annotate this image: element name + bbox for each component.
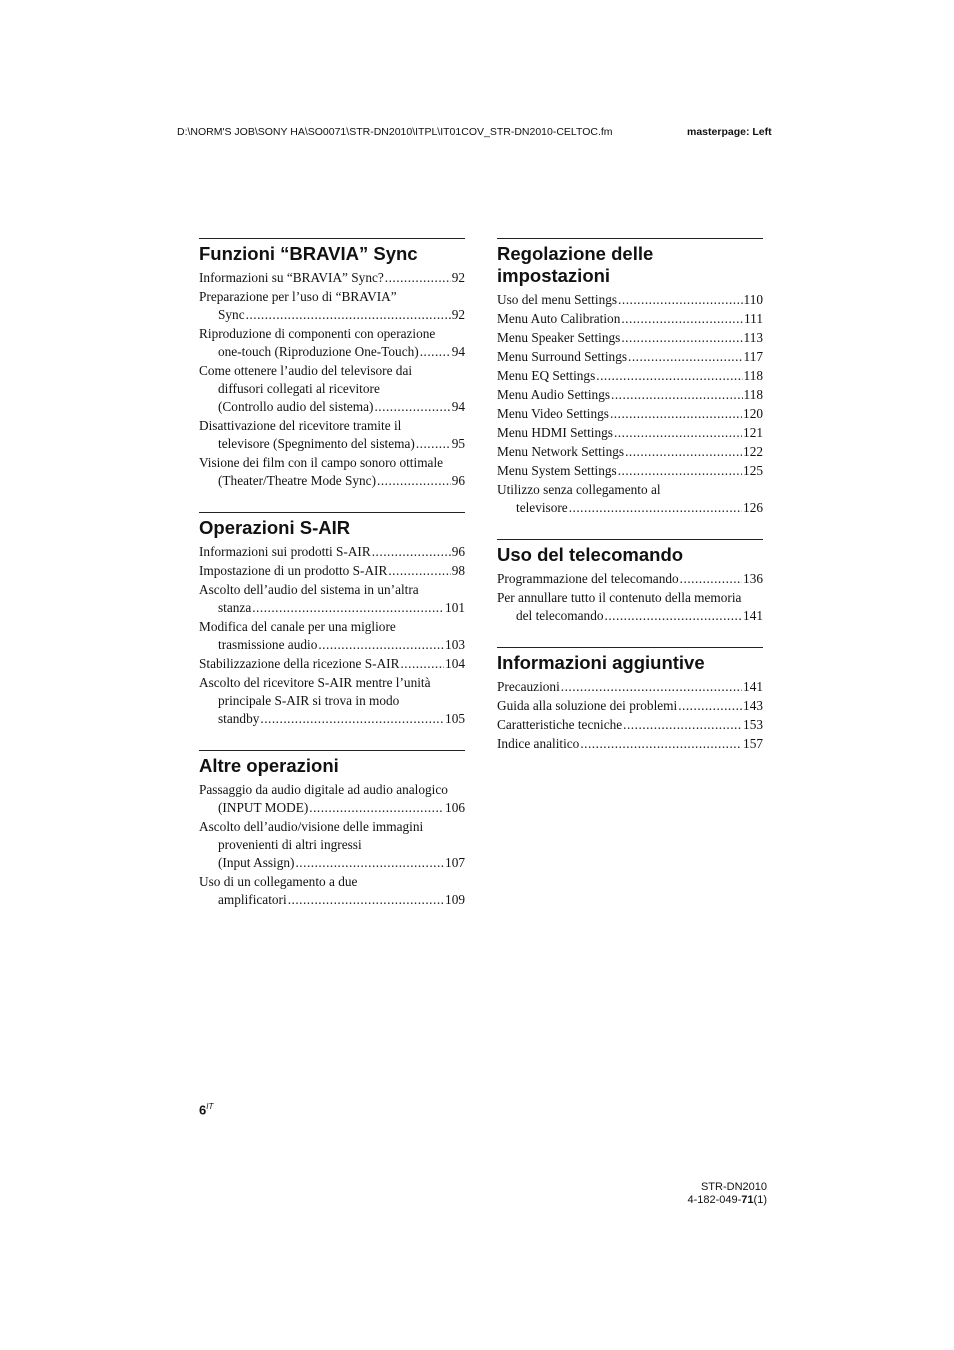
dot-leader [318,636,444,654]
toc-page-number: 107 [445,855,465,870]
toc-entry-text: Disattivazione del ricevitore tramite il [199,418,402,433]
toc-entry-last-line [497,716,763,734]
toc-entry-last-line [497,348,763,366]
toc-entry[interactable] [199,581,465,617]
toc-entry-last-line [199,891,465,909]
toc-page-number: 111 [744,311,763,326]
toc-entry[interactable] [497,481,763,517]
dot-leader [618,462,742,480]
toc-entry-text: Impostazione di un prodotto S-AIR [199,563,388,578]
dot-leader [580,735,742,753]
toc-entry-text: provenienti di altri ingressi [218,837,362,852]
toc-entry-last-line [199,343,465,361]
toc-entry-text: Menu System Settings [497,463,617,478]
toc-entry-last-line [497,607,763,625]
toc-page-number: 141 [743,679,763,694]
toc-entry-text: Menu HDMI Settings [497,425,613,440]
toc-page-number: 143 [743,698,763,713]
dot-leader [416,435,451,453]
page-number: $6^{IT}$ [199,1102,214,1118]
toc-entry[interactable] [497,424,763,442]
dot-leader [252,599,444,617]
toc-entry[interactable] [497,310,763,328]
toc-page-number: 113 [743,330,763,345]
toc-page-number: 105 [445,711,465,726]
toc-entry-text: Ascolto dell’audio/visione delle immagini [199,819,424,834]
toc-page-number: 92 [451,307,465,322]
toc-entry-text: trasmissione audio [218,637,318,652]
toc-entry[interactable] [199,454,465,490]
toc-page-number: 125 [743,463,763,478]
toc-entry-text: Indice analitico [497,736,580,751]
toc-entry[interactable] [497,697,763,715]
toc-page-number: 104 [445,656,465,671]
dot-leader [569,499,742,517]
toc-page-number: 153 [743,717,763,732]
toc-section [497,238,763,517]
toc-entry-text: Preparazione per l’uso di “BRAVIA” [199,289,397,304]
toc-entry-text: diffusori collegati al ricevitore [218,381,380,396]
toc-entry-last-line [497,678,763,696]
dot-leader [623,716,742,734]
toc-entry-last-line [199,435,465,453]
toc-entry-text: principale S-AIR si trova in modo [218,693,400,708]
toc-entry[interactable] [497,589,763,625]
toc-entry-last-line [497,499,763,517]
toc-entry-text: Uso del menu Settings [497,292,618,307]
toc-entry-last-line [497,291,763,309]
toc-entry-last-line [497,405,763,423]
toc-page-number: 121 [743,425,763,440]
dot-leader [260,710,444,728]
toc-entry-text: Visione dei film con il campo sonoro ottimale [199,455,444,470]
toc-entry-last-line [497,697,763,715]
section-title: Operazioni S-AIR [199,517,351,538]
toc-entry-last-line [199,655,465,673]
toc-entry[interactable] [497,443,763,461]
dot-leader [628,348,743,366]
toc-entry-text: Riproduzione di componenti con operazione [199,326,436,341]
toc-page-number: 120 [743,406,763,421]
header-file-path: D:\NORM'S JOB\SONY HA\SO0071\STR-DN2010\ITPL\IT01COV_STR-DN2010-CELTOC.fm [177,126,613,138]
toc-entry-text: (INPUT MODE) [218,800,309,815]
dot-leader [678,697,742,715]
toc-entry[interactable] [199,288,465,324]
toc-entry[interactable] [199,269,465,287]
dot-leader [377,472,451,490]
toc-entry[interactable] [199,655,465,673]
dot-leader [374,398,450,416]
toc-page-number: 118 [743,368,763,383]
section-title: Altre operazioni [199,755,339,776]
dot-leader [618,291,743,309]
toc-page-number: 98 [451,563,465,578]
toc-entry-last-line [497,386,763,404]
section-title: Funzioni “BRAVIA” Sync [199,243,418,264]
toc-page-number: 141 [743,608,763,623]
toc-entry-text: Informazioni sui prodotti S-AIR [199,544,371,559]
toc-page-number: 122 [743,444,763,459]
toc-page-number: 101 [445,600,465,615]
footer-model: STR-DN2010 [700,1181,767,1193]
dot-leader [288,891,444,909]
toc-page-number: 117 [743,349,763,364]
toc-entry-text: Modifica del canale per una migliore [199,619,396,634]
toc-entry-last-line [199,599,465,617]
toc-entry[interactable] [497,386,763,404]
toc-entry[interactable] [199,417,465,453]
toc-entry[interactable] [199,543,465,561]
toc-page-number: 126 [743,500,763,515]
toc-section [199,512,465,728]
section-title: Uso del telecomando [497,544,684,565]
toc-entry-text: amplificatori [218,892,287,907]
toc-page-number: 103 [445,637,465,652]
toc-entry-text: Menu Video Settings [497,406,609,421]
toc-entry[interactable] [497,462,763,480]
toc-entry-text: Menu Network Settings [497,444,625,459]
dot-leader [388,562,450,580]
toc-entry[interactable] [497,291,763,309]
toc-section [199,750,465,909]
toc-page-number: 92 [451,270,465,285]
dot-leader [596,367,742,385]
toc-entry-last-line [199,306,465,324]
toc-entry[interactable] [199,873,465,909]
toc-entry-last-line [199,854,465,872]
dot-leader [680,570,742,588]
toc-column-right [497,238,763,775]
toc-entry-text: Per annullare tutto il contenuto della memoria [497,590,742,605]
toc-entry-text: Sync [218,307,245,322]
dot-leader [611,386,743,404]
toc-page-number: 109 [445,892,465,907]
toc-entry-last-line [497,424,763,442]
toc-entry[interactable] [199,674,465,728]
dot-leader [385,269,451,287]
toc-page-number: 157 [743,736,763,751]
dot-leader [605,607,743,625]
dot-leader [295,854,444,872]
toc-entry-last-line [497,367,763,385]
toc-entry-text: Menu Speaker Settings [497,330,621,345]
footer-model-info [687,1181,767,1207]
toc-entry[interactable] [497,735,763,753]
toc-entry-last-line [497,310,763,328]
toc-entry-last-line [497,570,763,588]
dot-leader [372,543,451,561]
toc-entry[interactable] [497,329,763,347]
toc-entry-text: Precauzioni [497,679,560,694]
toc-column-left [199,238,465,931]
toc-entry-text: Caratteristiche tecniche [497,717,623,732]
toc-entry-text: Informazioni su “BRAVIA” Sync? [199,270,384,285]
toc-entry-text: televisore [516,500,568,515]
toc-entry[interactable] [497,367,763,385]
toc-entry-last-line [199,562,465,580]
toc-page-number: 136 [743,571,763,586]
toc-page-number: 94 [451,344,465,359]
dot-leader [246,306,451,324]
toc-entry[interactable] [497,716,763,734]
toc-section [497,647,763,753]
section-title: Regolazione delle impostazioni [497,243,654,286]
dot-leader [614,424,742,442]
toc-entry-text: Passaggio da audio digitale ad audio analogico [199,782,448,797]
toc-page-number: 95 [451,436,465,451]
dot-leader [610,405,742,423]
toc-entry[interactable] [199,362,465,416]
toc-entry-last-line [497,462,763,480]
toc-entry[interactable] [497,405,763,423]
toc-page-number: 110 [743,292,763,307]
toc-entry-text: (Input Assign) [218,855,295,870]
toc-page-number: 96 [451,473,465,488]
dot-leader [621,310,743,328]
section-title: Informazioni aggiuntive [497,652,705,673]
page-number-suffix: IT [206,1102,214,1111]
toc-entry-text: Ascolto del ricevitore S-AIR mentre l’unità [199,675,431,690]
toc-entry[interactable] [497,570,763,588]
dot-leader [625,443,742,461]
toc-entry[interactable] [497,678,763,696]
toc-entry-last-line [497,735,763,753]
toc-entry-text: Come ottenere l’audio del televisore dai [199,363,413,378]
toc-entry-text: stanza [218,600,252,615]
toc-entry-last-line [199,543,465,561]
toc-page-number: 118 [743,387,763,402]
toc-entry-last-line [199,269,465,287]
dot-leader [309,799,444,817]
toc-entry-text: Menu Auto Calibration [497,311,621,326]
toc-entry-text: Uso di un collegamento a due [199,874,358,889]
toc-entry-text: (Theater/Theatre Mode Sync) [218,473,377,488]
toc-entry-last-line [199,472,465,490]
dot-leader [621,329,742,347]
toc-entry-last-line [199,636,465,654]
toc-entry-text: del telecomando [516,608,604,623]
footer-code: 4-182-049-71(1) [687,1194,767,1206]
toc-section [497,539,763,625]
toc-entry-text: (Controllo audio del sistema) [218,399,374,414]
toc-entry-text: televisore (Spegnimento del sistema) [218,436,415,451]
toc-entry-text: Guida alla soluzione dei problemi [497,698,678,713]
toc-entry-text: Utilizzo senza collegamento al [497,482,661,497]
toc-page-number: 96 [451,544,465,559]
toc-entry-text: one-touch (Riproduzione One-Touch) [218,344,419,359]
toc-entry[interactable] [199,618,465,654]
toc-entry-text: standby [218,711,260,726]
dot-leader [400,655,444,673]
toc-entry[interactable] [199,562,465,580]
toc-entry-last-line [199,799,465,817]
toc-entry[interactable] [199,781,465,817]
toc-entry-last-line [199,398,465,416]
toc-page-number: 94 [451,399,465,414]
toc-entry-text: Ascolto dell’audio del sistema in un’altra [199,582,419,597]
dot-leader [420,343,451,361]
toc-page-number: 106 [445,800,465,815]
toc-entry-text: Menu EQ Settings [497,368,596,383]
toc-entry-text: Stabilizzazione della ricezione S-AIR [199,656,400,671]
dot-leader [561,678,742,696]
toc-entry[interactable] [199,325,465,361]
toc-entry-text: Menu Audio Settings [497,387,611,402]
toc-section [199,238,465,490]
header-masterpage: masterpage: Left [687,126,772,138]
toc-entry-last-line [497,329,763,347]
toc-entry-text: Menu Surround Settings [497,349,628,364]
toc-entry-text: Programmazione del telecomando [497,571,679,586]
toc-entry[interactable] [497,348,763,366]
toc-entry[interactable] [199,818,465,872]
toc-entry-last-line [497,443,763,461]
toc-entry-last-line [199,710,465,728]
